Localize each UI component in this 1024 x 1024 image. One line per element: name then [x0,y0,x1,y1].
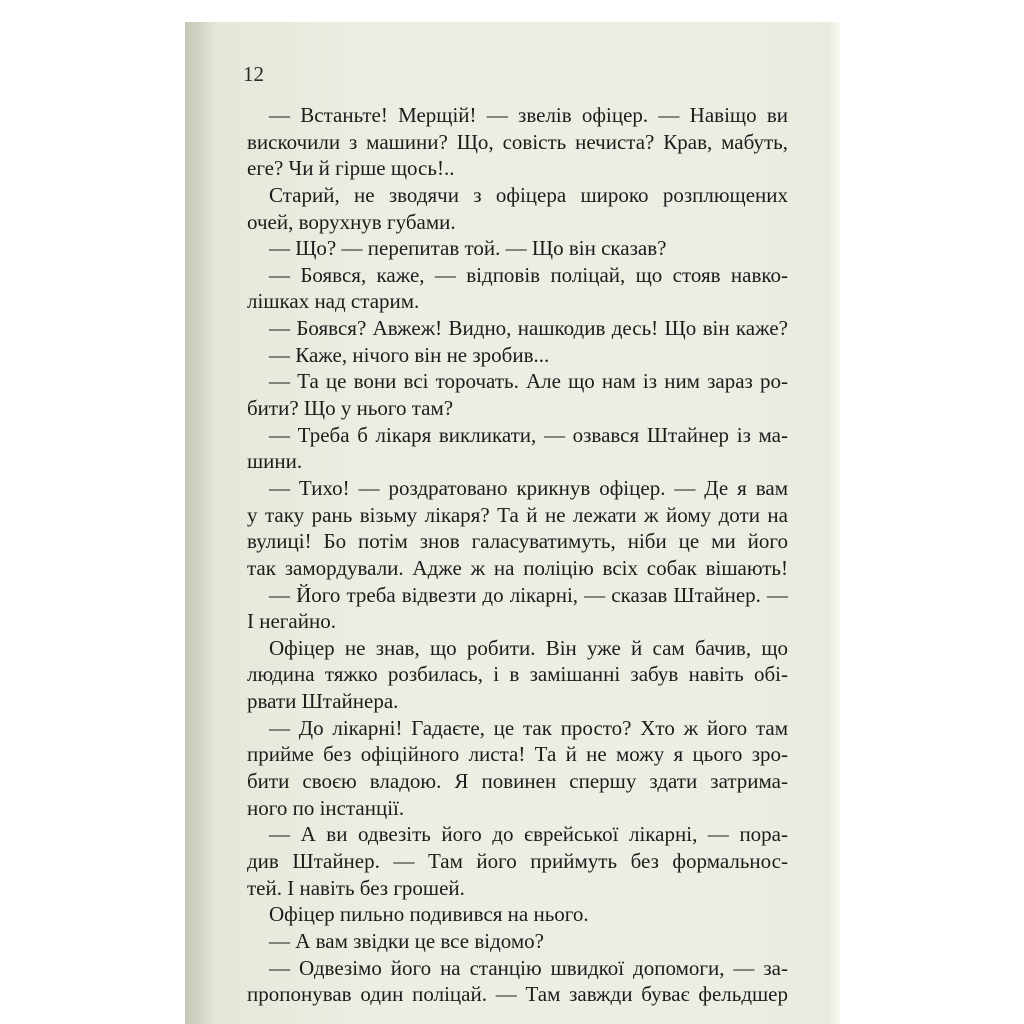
text-line: див Штайнер. — Там його приймуть без формальнос- [247,848,788,873]
text-line: — А ви одвезіть його до єврейської лікарні, — пора- [269,822,788,847]
book-page [185,22,840,1024]
text-line: — Та це вони всі торочать. Але що нам із ним зараз ро- [269,369,788,394]
text-line: пропонував один поліцай. — Там завжди буває фельдшер [247,982,788,1007]
text-line: вулиці! Бо потім знов галасуватимуть, ніби це ми його [247,529,788,554]
text-line: Офіцер пильно подивився на нього. [269,902,589,927]
text-line: еге? Чи й гірше щось!.. [247,156,455,181]
page-text [247,102,788,1008]
text-line: прийме без офіційного листа! Та й не можу я цього зро- [247,742,788,767]
text-line: у таку рань візьму лікаря? Та й не лежати ж йому доти на [247,502,788,527]
text-line: — До лікарні! Гадаєте, це так просто? Хто ж його там [269,715,788,740]
text-line: — Одвезімо його на станцію швидкої допомоги, — за- [269,955,788,980]
text-line: — Встаньте! Мерщій! — звелів офіцер. — Навіщо ви [269,103,788,127]
text-line: — Боявся? Авжеж! Видно, нашкодив десь! Що він каже? [269,316,788,341]
text-line: — Його треба відвезти до лікарні, — сказав Штайнер. — [269,582,788,607]
text-line: бити своєю владою. Я повинен спершу здати затрима- [247,769,788,794]
text-line: тей. І навіть без грошей. [247,875,465,900]
text-line: рвати Штайнера. [247,689,399,714]
text-line: людина тяжко розбилась, і в замішанні забув навіть обі- [247,662,788,687]
text-line: Старий, не зводячи з офіцера широко розплющених [269,182,788,207]
page-number: 12 [243,62,264,86]
text-line: — А вам звідки це все відомо? [269,928,544,953]
text-line: — Каже, нічого він не зробив... [269,342,550,367]
text-line: так замордували. Адже ж на поліцію всіх собак вішають! [247,555,788,580]
text-line: вискочили з машини? Що, совість нечиста? Крав, мабуть, [247,129,788,154]
text-line: — Треба б лікаря викликати, — озвався Штайнер із ма- [269,422,788,447]
text-line: Офіцер не знав, що робити. Він уже й сам бачив, що [269,635,788,660]
text-line: бити? Що у нього там? [247,396,454,421]
text-line: — Боявся, каже, — відповів поліцай, що стояв навко- [269,262,788,287]
text-line: — Що? — перепитав той. — Що він сказав? [269,236,667,261]
text-line: І негайно. [247,609,336,634]
text-line: очей, ворухнув губами. [247,209,456,234]
text-line: шини. [247,449,303,474]
text-line: ного по інстанції. [247,795,405,820]
text-line: — Тихо! — роздратовано крикнув офіцер. — Де я вам [269,475,788,500]
text-line: лішках над старим. [247,289,420,314]
